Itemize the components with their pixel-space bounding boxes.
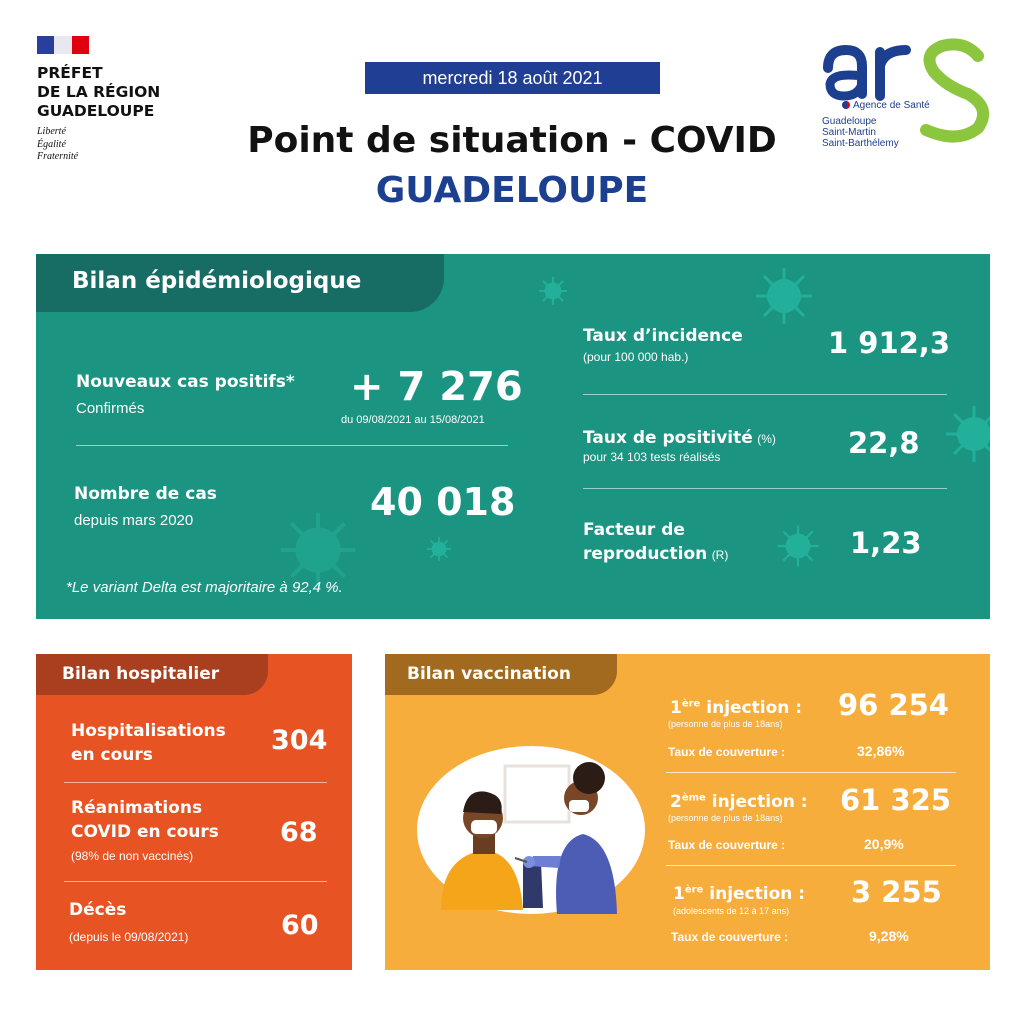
injection-1-coverage-value: 32,86% (857, 743, 905, 759)
date-banner: mercredi 18 août 2021 (365, 62, 660, 94)
nouveaux-cas-period: du 09/08/2021 au 15/08/2021 (341, 414, 485, 426)
prefet-line-3: GUADELOUPE (37, 102, 155, 120)
injection-3-note: (adolescents de 12 à 17 ans) (673, 906, 790, 916)
injection-1-value: 96 254 (838, 688, 949, 722)
ars-regions (822, 116, 899, 149)
virus-icon (426, 536, 452, 562)
nouveaux-cas-sub: Confirmés (76, 400, 145, 417)
bilan-vaccination-title: Bilan vaccination (407, 664, 571, 684)
nouveaux-cas-value: + 7 276 (350, 364, 523, 410)
bilan-hospitalier-tab (36, 654, 268, 695)
reanimations-note: (98% de non vaccinés) (71, 849, 194, 863)
reanimations-value: 68 (280, 817, 318, 848)
devise-egalite: Égalité (37, 138, 66, 150)
positivite-sub: pour 34 103 tests réalisés (583, 450, 721, 464)
page-title: Point de situation - COVID (247, 120, 777, 161)
deces-note: (depuis le 09/08/2021) (69, 930, 189, 944)
injection-2-text: injection : (705, 792, 808, 812)
divider (64, 881, 327, 882)
nouveaux-cas-label: Nouveaux cas positifs* (76, 372, 295, 392)
hospitalisations-line1: Hospitalisations (71, 721, 226, 741)
virus-icon (538, 276, 568, 306)
bilan-epidemiologique-title: Bilan épidémiologique (72, 268, 362, 294)
injection-3-sup: ère (684, 884, 704, 896)
devise (37, 126, 227, 164)
injection-2-coverage-value: 20,9% (864, 836, 904, 852)
ars-region-3: Saint-Barthélemy (822, 138, 899, 149)
injection-2-sup: ème (681, 792, 706, 804)
injection-3-label (673, 884, 805, 904)
ars-logo (818, 38, 998, 158)
incidence-sub: (pour 100 000 hab.) (583, 350, 689, 364)
reproduction-label-2: reproduction (583, 544, 708, 564)
divider (666, 865, 956, 866)
injection-2-label (670, 792, 808, 812)
virus-icon (278, 510, 358, 590)
positivite-label-row (583, 428, 776, 448)
divider (666, 772, 956, 773)
deces-label: Décès (69, 900, 127, 920)
incidence-value: 1 912,3 (828, 326, 951, 360)
positivite-value: 22,8 (848, 426, 920, 460)
ars-agence-label: Agence de Santé (853, 100, 930, 111)
devise-fraternite: Fraternité (37, 151, 79, 162)
injection-3-text: injection : (703, 884, 806, 904)
incidence-label: Taux d’incidence (583, 326, 743, 346)
injection-1-ordinal: 1 (670, 698, 682, 718)
injection-1-sup: ère (681, 698, 701, 710)
prefet-line-2: DE LA RÉGION (37, 83, 161, 101)
injection-1-note: (personne de plus de 18ans) (668, 719, 783, 729)
ars-region-2: Saint-Martin (822, 127, 876, 138)
prefet-line-1: PRÉFET (37, 64, 103, 82)
virus-icon (776, 524, 820, 568)
injection-2-coverage-label: Taux de couverture : (668, 838, 786, 852)
devise-liberte: Liberté (37, 126, 66, 137)
virus-icon (754, 266, 814, 326)
bilan-vaccination-tab (385, 654, 617, 695)
reproduction-label-1: Facteur de (583, 520, 685, 540)
injection-3-coverage-value: 9,28% (869, 928, 909, 944)
vaccination-illustration-icon (411, 738, 651, 918)
reproduction-label-row (583, 544, 728, 564)
nombre-cas-sub: depuis mars 2020 (74, 512, 194, 529)
divider (64, 782, 327, 783)
injection-2-value: 61 325 (840, 783, 951, 817)
reproduction-value: 1,23 (850, 526, 922, 560)
injection-3-ordinal: 1 (673, 884, 685, 904)
reproduction-unit: (R) (711, 548, 729, 562)
virus-icon (944, 404, 990, 464)
injection-1-text: injection : (700, 698, 803, 718)
bilan-vaccination-panel (385, 654, 990, 970)
marianne-flag-icon (37, 36, 89, 54)
bilan-epidemiologique-tab (36, 254, 444, 312)
reanimations-line1: Réanimations (71, 798, 203, 818)
nombre-cas-label: Nombre de cas (74, 484, 217, 504)
divider (76, 445, 508, 446)
injection-1-coverage-label: Taux de couverture : (668, 745, 786, 759)
bilan-hospitalier-panel (36, 654, 352, 970)
injection-2-note: (personne de plus de 18ans) (668, 813, 783, 823)
bilan-hospitalier-title: Bilan hospitalier (62, 664, 220, 684)
reanimations-line2: COVID en cours (71, 822, 219, 842)
prefet-logo (37, 36, 227, 164)
positivite-unit: (%) (757, 432, 776, 446)
divider (583, 394, 947, 395)
deces-value: 60 (281, 910, 319, 941)
ars-region-1: Guadeloupe (822, 116, 877, 127)
ars-agence (842, 100, 930, 111)
positivite-label: Taux de positivité (583, 428, 753, 448)
hospitalisations-value: 304 (271, 725, 328, 756)
injection-1-label (670, 698, 802, 718)
ars-dot-icon (842, 101, 850, 109)
injection-2-ordinal: 2 (670, 792, 682, 812)
injection-3-coverage-label: Taux de couverture : (671, 930, 789, 944)
page-subtitle: GUADELOUPE (375, 170, 649, 211)
divider (583, 488, 947, 489)
nombre-cas-value: 40 018 (370, 480, 516, 524)
injection-3-value: 3 255 (851, 875, 942, 909)
bilan-epidemiologique-panel (36, 254, 990, 619)
hospitalisations-line2: en cours (71, 745, 153, 765)
variant-footnote: *Le variant Delta est majoritaire à 92,4 %. (66, 579, 343, 596)
